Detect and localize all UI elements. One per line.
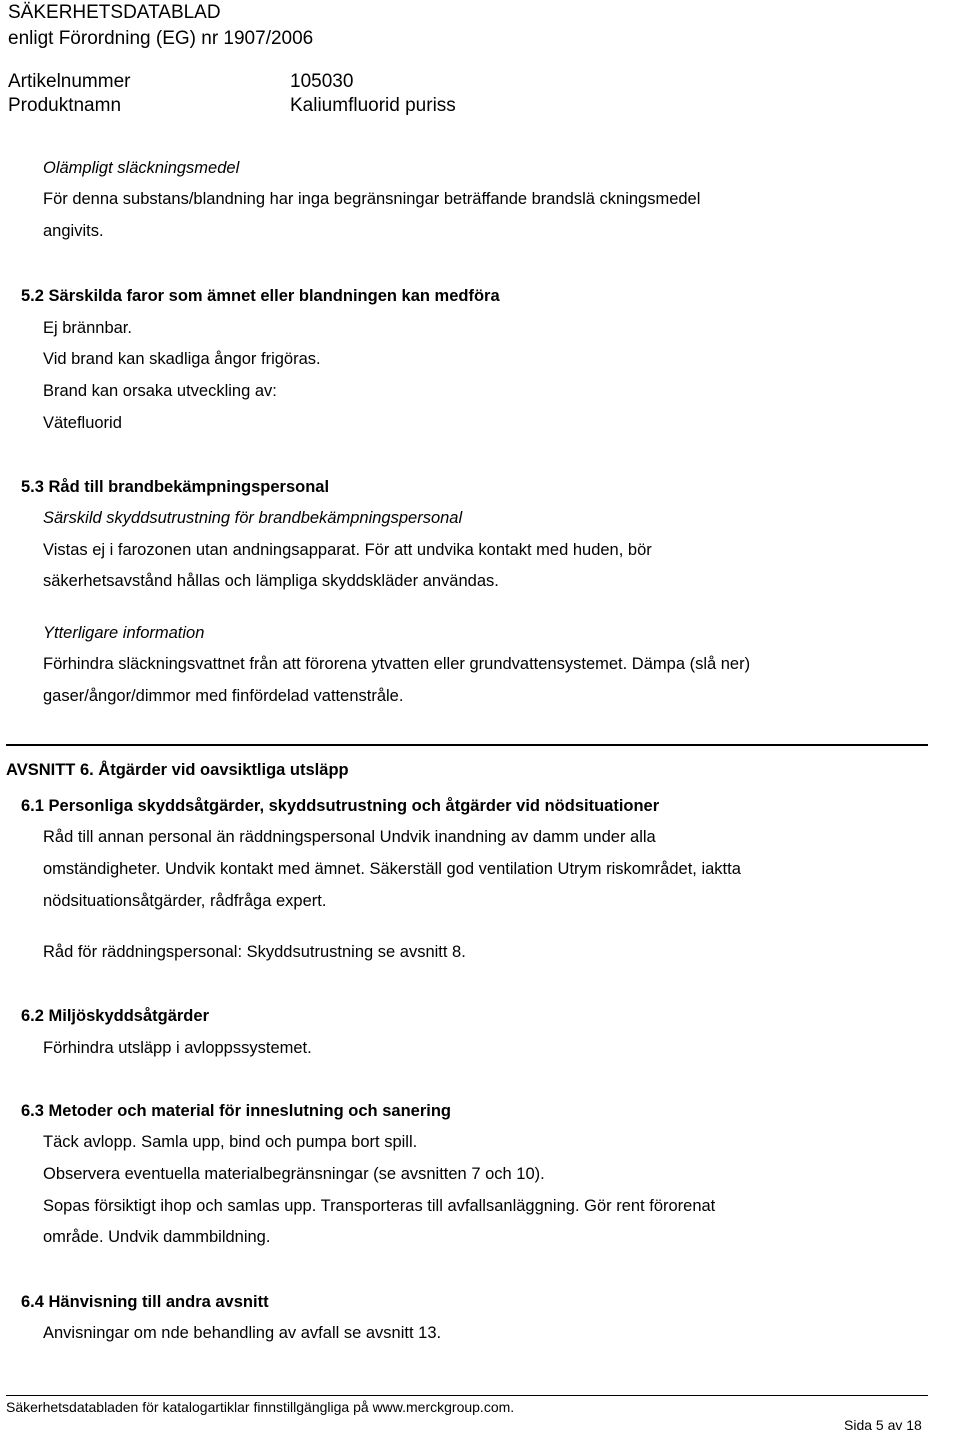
section-6-4-heading: 6.4 Hänvisning till andra avsnitt xyxy=(21,1293,269,1311)
further-information-text-2: gaser/ångor/dimmor med finfördelad vattenstråle. xyxy=(43,687,404,705)
section-5-3-text-1: Vistas ej i farozonen utan andningsapparat. För att undvika kontakt med huden, bör xyxy=(43,541,652,559)
section-5-3-heading: 5.3 Råd till brandbekämpningspersonal xyxy=(21,478,330,496)
article-number-value: 105030 xyxy=(290,71,354,92)
section-5-3-subheading: Särskild skyddsutrustning för brandbekämpningspersonal xyxy=(43,509,463,527)
footer-note: Säkerhetsdatabladen för katalogartiklar finnstillgängliga på www.merckgroup.com. xyxy=(6,1399,515,1415)
document-title: SÄKERHETSDATABLAD xyxy=(8,2,221,23)
section-6-1-text-4: Råd för räddningspersonal: Skyddsutrustning se avsnitt 8. xyxy=(43,943,466,961)
section-5-2-line: Vätefluorid xyxy=(43,414,122,432)
page-number: Sida 5 av 18 xyxy=(844,1417,922,1433)
section-6-3-heading: 6.3 Metoder och material för inneslutning och sanering xyxy=(21,1102,451,1120)
section-6-heading: AVSNITT 6. Åtgärder vid oavsiktliga utsläpp xyxy=(6,761,349,779)
section-5-2-heading: 5.2 Särskilda faror som ämnet eller blandningen kan medföra xyxy=(21,287,500,305)
unsuitable-media-text-1: För denna substans/blandning har inga begränsningar beträffande brandslä ckningsmedel xyxy=(43,190,701,208)
section-6-1-text-2: omständigheter. Undvik kontakt med ämnet. Säkerställ god ventilation Utrym riskområdet, iaktta xyxy=(43,860,741,878)
section-6-2-text-1: Förhindra utsläpp i avloppssystemet. xyxy=(43,1039,312,1057)
unsuitable-media-heading: Olämpligt släckningsmedel xyxy=(43,159,240,177)
product-name-label: Produktnamn xyxy=(8,95,122,116)
section-5-2-line: Vid brand kan skadliga ångor frigöras. xyxy=(43,350,321,368)
product-name-value: Kaliumfluorid puriss xyxy=(290,95,456,116)
section-6-3-text-3: Sopas försiktigt ihop och samlas upp. Transporteras till avfallsanläggning. Gör rent förorenat xyxy=(43,1197,716,1215)
further-information-text-1: Förhindra släckningsvattnet från att förorena ytvatten eller grundvattensystemet. Dämpa (slå ner) xyxy=(43,655,751,673)
section-6-1-heading: 6.1 Personliga skyddsåtgärder, skyddsutrustning och åtgärder vid nödsituationer xyxy=(21,797,660,815)
section-6-2-heading: 6.2 Miljöskyddsåtgärder xyxy=(21,1007,209,1025)
unsuitable-media-text-2: angivits. xyxy=(43,222,104,240)
section-6-1-text-1: Råd till annan personal än räddningspersonal Undvik inandning av damm under alla xyxy=(43,828,656,846)
article-number-label: Artikelnummer xyxy=(8,71,131,92)
section-divider xyxy=(6,744,928,746)
footer-divider xyxy=(6,1395,928,1396)
section-5-3-text-2: säkerhetsavstånd hållas och lämpliga skyddskläder användas. xyxy=(43,572,499,590)
section-6-3-text-1: Täck avlopp. Samla upp, bind och pumpa bort spill. xyxy=(43,1133,418,1151)
further-information-heading: Ytterligare information xyxy=(43,624,205,642)
section-5-2-line: Brand kan orsaka utveckling av: xyxy=(43,382,277,400)
section-6-4-text-1: Anvisningar om nde behandling av avfall se avsnitt 13. xyxy=(43,1324,442,1342)
section-6-1-text-3: nödsituationsåtgärder, rådfråga expert. xyxy=(43,892,327,910)
section-6-3-text-4: område. Undvik dammbildning. xyxy=(43,1228,271,1246)
section-5-2-line: Ej brännbar. xyxy=(43,319,132,337)
section-6-3-text-2: Observera eventuella materialbegränsningar (se avsnitten 7 och 10). xyxy=(43,1165,545,1183)
regulation-text: enligt Förordning (EG) nr 1907/2006 xyxy=(8,28,314,49)
